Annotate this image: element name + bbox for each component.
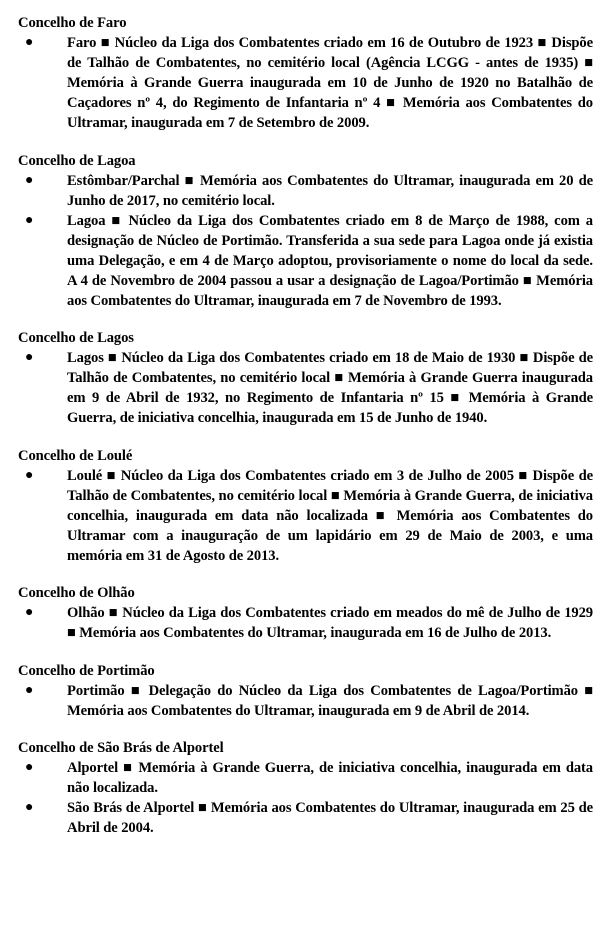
section-heading: Concelho de Lagos [18, 330, 134, 346]
council-section [18, 151, 593, 311]
council-section [18, 583, 593, 643]
entry-list [18, 603, 593, 643]
section-heading: Concelho de São Brás de Alportel [18, 740, 224, 756]
entry-text: Lagoa ■ Núcleo da Liga dos Combatentes criado em 8 de Março de 1988, com a designação de Núcleo de Portimão. Transferida a sua sede para Lagoa onde já existia uma Delegação, e em 4 de Março adoptou, provisoriamente o nome do local da sede. A 4 de Novembro de 2004 passou a usar a designação de Lagoa/Portimão ■ Memória aos Combatentes do Ultramar, inaugurada em 7 de Novembro de 1993. [67, 212, 593, 309]
council-section [18, 446, 593, 566]
entry-list [18, 348, 593, 428]
entry-list [18, 171, 593, 311]
entry-text: Olhão ■ Núcleo da Liga dos Combatentes criado em meados do mê de Julho de 1929 ■ Memória aos Combatentes do Ultramar, inaugurada em 16 de Julho de 2013. [67, 605, 593, 641]
list-item [18, 171, 593, 211]
section-heading: Concelho de Portimão [18, 662, 155, 679]
list-item [18, 758, 593, 798]
list-item [18, 33, 593, 133]
list-item [18, 211, 593, 311]
entry-text: Loulé ■ Núcleo da Liga dos Combatentes criado em 3 de Julho de 2005 ■ Dispõe de Talhão de Combatentes, no cemitério local ■ Memória à Grande Guerra, de iniciativa concelhia, inaugurada em data não localizada ■ Memória aos Combatentes do Ultramar com a inauguração de um lapidário em 29 de Maio de 2003, e uma memória em 31 de Agosto de 2013. [67, 467, 593, 564]
bullet-icon: ● [25, 605, 34, 620]
entry-text: São Brás de Alportel ■ Memória aos Combatentes do Ultramar, inaugurada em 25 de Abril de 2004. [67, 800, 593, 836]
section-heading: Concelho de Lagoa [18, 152, 136, 169]
council-section [18, 328, 593, 428]
bullet-icon: ● [25, 800, 34, 815]
entry-list [18, 33, 593, 133]
council-section [18, 661, 593, 721]
bullet-icon: ● [25, 212, 34, 228]
council-section [18, 738, 593, 838]
bullet-icon: ● [25, 350, 34, 365]
bullet-icon: ● [25, 35, 34, 50]
entry-text: Faro ■ Núcleo da Liga dos Combatentes criado em 16 de Outubro de 1923 ■ Dispõe de Talhão de Combatentes, no cemitério local (Agência LCGG - antes de 1935) ■ Memória à Grande Guerra inaugurada em 10 de Junho de 1920 no Batalhão de Caçadores nº 4, do Regimento de Infantaria nº 4 ■ Memória aos Combatentes do Ultramar, inaugurada em 7 de Setembro de 2009. [67, 35, 593, 131]
entry-text: Estômbar/Parchal ■ Memória aos Combatentes do Ultramar, inaugurada em 20 de Junho de 2017, no cemitério local. [67, 172, 593, 209]
list-item [18, 681, 593, 721]
entry-text: Portimão ■ Delegação do Núcleo da Liga dos Combatentes de Lagoa/Portimão ■ Memória aos Combatentes do Ultramar, inaugurada em 9 de Abril de 2014. [67, 682, 593, 719]
bullet-icon: ● [25, 682, 34, 698]
list-item [18, 466, 593, 566]
bullet-icon: ● [25, 172, 34, 188]
entry-text: Alportel ■ Memória à Grande Guerra, de iniciativa concelhia, inaugurada em data não localizada. [67, 760, 593, 796]
council-section [18, 13, 593, 133]
entry-list [18, 758, 593, 838]
list-item [18, 798, 593, 838]
section-heading: Concelho de Olhão [18, 585, 135, 601]
section-heading: Concelho de Faro [18, 15, 127, 31]
list-item [18, 348, 593, 428]
entry-list [18, 681, 593, 721]
entry-text: Lagos ■ Núcleo da Liga dos Combatentes criado em 18 de Maio de 1930 ■ Dispõe de Talhão de Combatentes, no cemitério local ■ Memória à Grande Guerra inaugurada em 9 de Abril de 1932, no Regimento de Infantaria nº 15 ■ Memória à Grande Guerra, de iniciativa concelhia, inaugurada em 15 de Junho de 1940. [67, 350, 593, 426]
entry-list [18, 466, 593, 566]
section-heading: Concelho de Loulé [18, 447, 133, 464]
bullet-icon: ● [25, 760, 34, 775]
list-item [18, 603, 593, 643]
bullet-icon: ● [25, 467, 34, 483]
